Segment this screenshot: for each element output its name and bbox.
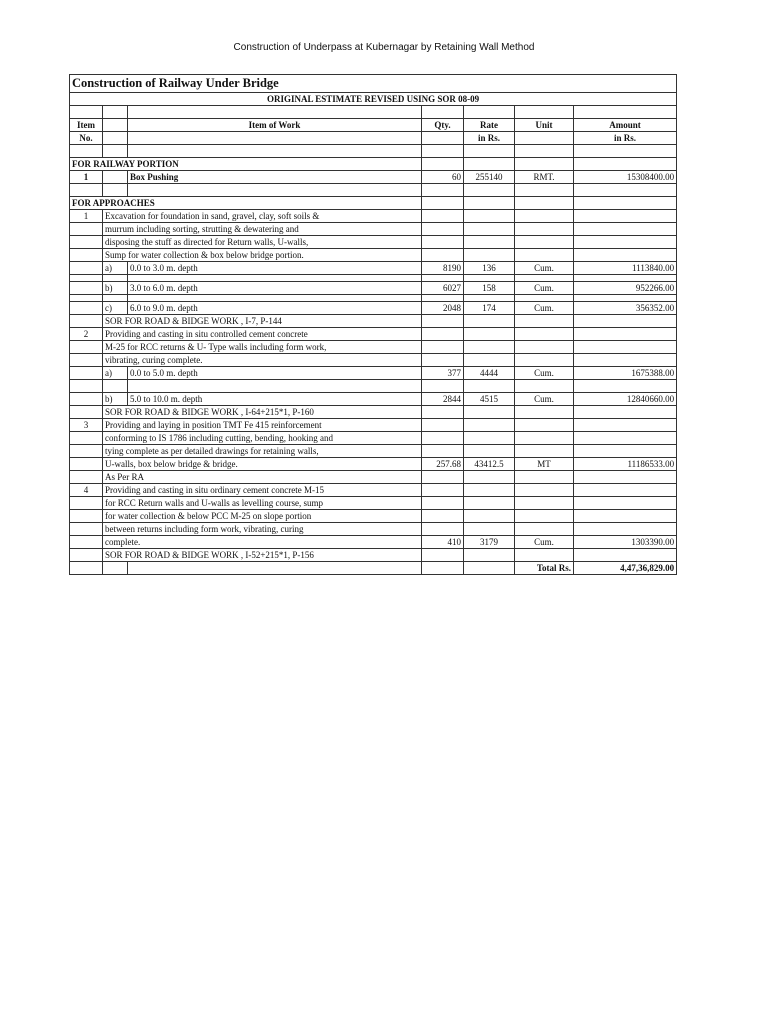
sheet-title: Construction of Railway Under Bridge <box>70 75 677 93</box>
unit: Cum. <box>515 393 574 406</box>
table-row <box>70 380 677 393</box>
amount <box>574 275 677 282</box>
item-description: murrum including sorting, strutting & dewatering and <box>103 223 422 236</box>
quantity <box>422 184 464 197</box>
table-row <box>70 262 677 275</box>
unit: Cum. <box>515 282 574 295</box>
unit <box>515 158 574 171</box>
table-row <box>70 445 677 458</box>
unit <box>515 223 574 236</box>
item-description: 5.0 to 10.0 m. depth <box>128 393 422 406</box>
rate: 4515 <box>464 393 515 406</box>
quantity <box>422 236 464 249</box>
item-number <box>70 497 103 510</box>
sub-item-label <box>103 275 128 282</box>
item-description: SOR FOR ROAD & BIDGE WORK , I-52+215*1, P-156 <box>103 549 422 562</box>
table-row <box>70 171 677 184</box>
table-row <box>70 302 677 315</box>
item-number <box>70 380 103 393</box>
quantity <box>422 328 464 341</box>
item-number <box>70 471 103 484</box>
rate <box>464 315 515 328</box>
rate <box>464 158 515 171</box>
sub-item-label <box>103 562 128 575</box>
quantity <box>422 419 464 432</box>
total-row <box>70 562 677 575</box>
sub-item-label: b) <box>103 393 128 406</box>
amount: 356352.00 <box>574 302 677 315</box>
item-number <box>70 523 103 536</box>
amount <box>574 236 677 249</box>
item-description: for RCC Return walls and U-walls as levelling course, sump <box>103 497 422 510</box>
amount <box>574 549 677 562</box>
sheet-subtitle-row <box>70 93 677 106</box>
rate <box>464 562 515 575</box>
table-row <box>70 223 677 236</box>
rate <box>464 145 515 158</box>
quantity <box>422 210 464 223</box>
item-number <box>70 223 103 236</box>
item-number <box>70 262 103 275</box>
item-description: vibrating, curing complete. <box>103 354 422 367</box>
quantity <box>422 295 464 302</box>
header-amount-unit: in Rs. <box>574 132 677 145</box>
item-number <box>70 536 103 549</box>
table-row <box>70 406 677 419</box>
unit <box>515 145 574 158</box>
item-description: M-25 for RCC returns & U- Type walls including form work, <box>103 341 422 354</box>
rate <box>464 210 515 223</box>
item-description: disposing the stuff as directed for Return walls, U-walls, <box>103 236 422 249</box>
amount <box>574 510 677 523</box>
table-row <box>70 497 677 510</box>
rate: 136 <box>464 262 515 275</box>
item-number: 3 <box>70 419 103 432</box>
sub-item-label <box>103 380 128 393</box>
item-description <box>128 145 422 158</box>
table-row <box>70 295 677 302</box>
item-number <box>70 275 103 282</box>
quantity <box>422 497 464 510</box>
item-number <box>70 315 103 328</box>
rate <box>464 341 515 354</box>
rate <box>464 328 515 341</box>
quantity <box>422 341 464 354</box>
rate: 174 <box>464 302 515 315</box>
section-heading: FOR APPROACHES <box>70 197 422 210</box>
section-heading: FOR RAILWAY PORTION <box>70 158 422 171</box>
unit <box>515 236 574 249</box>
table-row <box>70 536 677 549</box>
rate <box>464 497 515 510</box>
sub-item-label: a) <box>103 367 128 380</box>
item-description: 3.0 to 6.0 m. depth <box>128 282 422 295</box>
unit <box>515 315 574 328</box>
table-row <box>70 282 677 295</box>
quantity <box>422 145 464 158</box>
item-description <box>128 184 422 197</box>
sub-item-label <box>103 171 128 184</box>
item-description: SOR FOR ROAD & BIDGE WORK , I-7, P-144 <box>103 315 422 328</box>
item-description: between returns including form work, vibrating, curing <box>103 523 422 536</box>
table-row <box>70 510 677 523</box>
unit <box>515 380 574 393</box>
amount: 1303390.00 <box>574 536 677 549</box>
item-number: 1 <box>70 171 103 184</box>
quantity: 60 <box>422 171 464 184</box>
quantity <box>422 523 464 536</box>
table-row <box>70 393 677 406</box>
table-row <box>70 354 677 367</box>
amount <box>574 145 677 158</box>
item-number <box>70 562 103 575</box>
table-row <box>70 249 677 262</box>
amount: 1675388.00 <box>574 367 677 380</box>
unit <box>515 275 574 282</box>
unit: Cum. <box>515 536 574 549</box>
item-description: complete. <box>103 536 422 549</box>
quantity <box>422 354 464 367</box>
quantity <box>422 484 464 497</box>
amount <box>574 419 677 432</box>
item-number <box>70 458 103 471</box>
quantity: 410 <box>422 536 464 549</box>
item-description: Box Pushing <box>128 171 422 184</box>
rate: 4444 <box>464 367 515 380</box>
table-row <box>70 236 677 249</box>
item-number: 2 <box>70 328 103 341</box>
quantity <box>422 275 464 282</box>
unit <box>515 184 574 197</box>
item-description <box>128 380 422 393</box>
rate <box>464 510 515 523</box>
header-item-no: No. <box>70 132 103 145</box>
header-row <box>70 119 677 132</box>
amount <box>574 445 677 458</box>
sub-item-label <box>103 145 128 158</box>
item-description <box>128 562 422 575</box>
unit: Cum. <box>515 262 574 275</box>
amount <box>574 471 677 484</box>
sub-item-label <box>103 295 128 302</box>
amount <box>574 497 677 510</box>
rate <box>464 197 515 210</box>
amount <box>574 184 677 197</box>
amount: 952266.00 <box>574 282 677 295</box>
quantity: 2844 <box>422 393 464 406</box>
item-description <box>128 275 422 282</box>
item-number <box>70 445 103 458</box>
item-number <box>70 367 103 380</box>
unit <box>515 484 574 497</box>
quantity <box>422 380 464 393</box>
quantity <box>422 510 464 523</box>
item-description: Providing and casting in situ ordinary cement concrete M-15 <box>103 484 422 497</box>
item-description: Providing and laying in position TMT Fe 415 reinforcement <box>103 419 422 432</box>
amount <box>574 354 677 367</box>
amount <box>574 341 677 354</box>
amount <box>574 249 677 262</box>
rate: 3179 <box>464 536 515 549</box>
item-number <box>70 145 103 158</box>
item-description: U-walls, box below bridge & bridge. <box>103 458 422 471</box>
sub-item-label: a) <box>103 262 128 275</box>
unit <box>515 197 574 210</box>
item-number: 1 <box>70 210 103 223</box>
sub-item-label: b) <box>103 282 128 295</box>
table-row <box>70 419 677 432</box>
table-row <box>70 210 677 223</box>
amount <box>574 432 677 445</box>
amount <box>574 210 677 223</box>
amount: 11186533.00 <box>574 458 677 471</box>
item-description: 0.0 to 3.0 m. depth <box>128 262 422 275</box>
rate: 43412.5 <box>464 458 515 471</box>
unit <box>515 523 574 536</box>
amount <box>574 380 677 393</box>
amount: 12840660.00 <box>574 393 677 406</box>
item-number <box>70 406 103 419</box>
quantity <box>422 471 464 484</box>
document-title: Construction of Underpass at Kubernagar by Retaining Wall Method <box>233 42 535 53</box>
item-description: 6.0 to 9.0 m. depth <box>128 302 422 315</box>
table-row <box>70 184 677 197</box>
header-rate: Rate <box>464 119 515 132</box>
unit <box>515 406 574 419</box>
unit: MT <box>515 458 574 471</box>
item-description: conforming to IS 1786 including cutting, bending, hooking and <box>103 432 422 445</box>
item-number <box>70 184 103 197</box>
table-row <box>70 484 677 497</box>
quantity <box>422 445 464 458</box>
item-number <box>70 354 103 367</box>
item-number <box>70 302 103 315</box>
unit <box>515 445 574 458</box>
table-row <box>70 432 677 445</box>
rate <box>464 549 515 562</box>
quantity: 377 <box>422 367 464 380</box>
amount <box>574 484 677 497</box>
table-row <box>70 315 677 328</box>
sub-item-label <box>103 184 128 197</box>
quantity <box>422 406 464 419</box>
rate <box>464 236 515 249</box>
item-description <box>128 295 422 302</box>
item-description: SOR FOR ROAD & BIDGE WORK , I-64+215*1, P-160 <box>103 406 422 419</box>
unit: RMT. <box>515 171 574 184</box>
amount <box>574 328 677 341</box>
quantity <box>422 549 464 562</box>
table-row <box>70 367 677 380</box>
quantity: 6027 <box>422 282 464 295</box>
header-rate-unit: in Rs. <box>464 132 515 145</box>
item-number <box>70 341 103 354</box>
amount <box>574 406 677 419</box>
section-row <box>70 158 677 171</box>
amount <box>574 197 677 210</box>
section-row <box>70 197 677 210</box>
unit: Cum. <box>515 367 574 380</box>
quantity: 8190 <box>422 262 464 275</box>
unit: Cum. <box>515 302 574 315</box>
table-row <box>70 275 677 282</box>
header-work: Item of Work <box>128 119 422 132</box>
quantity: 257.68 <box>422 458 464 471</box>
item-number <box>70 549 103 562</box>
unit <box>515 295 574 302</box>
quantity <box>422 432 464 445</box>
header-amount: Amount <box>574 119 677 132</box>
rate <box>464 275 515 282</box>
unit <box>515 210 574 223</box>
item-number <box>70 236 103 249</box>
table-row <box>70 458 677 471</box>
unit <box>515 497 574 510</box>
item-number: 4 <box>70 484 103 497</box>
item-number <box>70 282 103 295</box>
table-row <box>70 328 677 341</box>
amount <box>574 315 677 328</box>
unit <box>515 328 574 341</box>
amount: 1113840.00 <box>574 262 677 275</box>
blank-row <box>70 106 677 119</box>
unit <box>515 432 574 445</box>
header-row-2 <box>70 132 677 145</box>
amount: 15308400.00 <box>574 171 677 184</box>
header-item: Item <box>70 119 103 132</box>
rate <box>464 471 515 484</box>
item-number <box>70 510 103 523</box>
table-row <box>70 523 677 536</box>
amount <box>574 295 677 302</box>
item-number <box>70 249 103 262</box>
amount <box>574 158 677 171</box>
item-number <box>70 295 103 302</box>
header-unit: Unit <box>515 119 574 132</box>
item-description: Sump for water collection & box below bridge portion. <box>103 249 422 262</box>
rate <box>464 523 515 536</box>
rate <box>464 445 515 458</box>
unit <box>515 419 574 432</box>
sheet-subtitle: ORIGINAL ESTIMATE REVISED USING SOR 08-09 <box>70 93 677 106</box>
item-description: Providing and casting in situ controlled cement concrete <box>103 328 422 341</box>
sheet-title-row <box>70 75 677 93</box>
header-qty: Qty. <box>422 119 464 132</box>
quantity <box>422 249 464 262</box>
unit <box>515 249 574 262</box>
unit <box>515 341 574 354</box>
item-description: As Per RA <box>103 471 422 484</box>
rate: 158 <box>464 282 515 295</box>
table-row <box>70 341 677 354</box>
rate <box>464 380 515 393</box>
rate <box>464 406 515 419</box>
rate <box>464 223 515 236</box>
quantity <box>422 223 464 236</box>
rate <box>464 432 515 445</box>
sub-item-label: c) <box>103 302 128 315</box>
estimate-table <box>69 74 677 575</box>
table-row <box>70 549 677 562</box>
unit <box>515 549 574 562</box>
item-number <box>70 432 103 445</box>
amount <box>574 523 677 536</box>
unit <box>515 510 574 523</box>
quantity <box>422 158 464 171</box>
unit <box>515 354 574 367</box>
item-description: for water collection & below PCC M-25 on slope portion <box>103 510 422 523</box>
unit: Total Rs. <box>515 562 574 575</box>
unit <box>515 471 574 484</box>
rate <box>464 419 515 432</box>
rate <box>464 354 515 367</box>
item-number <box>70 393 103 406</box>
quantity: 2048 <box>422 302 464 315</box>
quantity <box>422 315 464 328</box>
amount: 4,47,36,829.00 <box>574 562 677 575</box>
amount <box>574 223 677 236</box>
rate <box>464 484 515 497</box>
item-description: tying complete as per detailed drawings for retaining walls, <box>103 445 422 458</box>
rate: 255140 <box>464 171 515 184</box>
rate <box>464 184 515 197</box>
rate <box>464 295 515 302</box>
item-description: 0.0 to 5.0 m. depth <box>128 367 422 380</box>
rate <box>464 249 515 262</box>
table-row <box>70 471 677 484</box>
table-row <box>70 145 677 158</box>
quantity <box>422 562 464 575</box>
quantity <box>422 197 464 210</box>
item-description: Excavation for foundation in sand, gravel, clay, soft soils & <box>103 210 422 223</box>
